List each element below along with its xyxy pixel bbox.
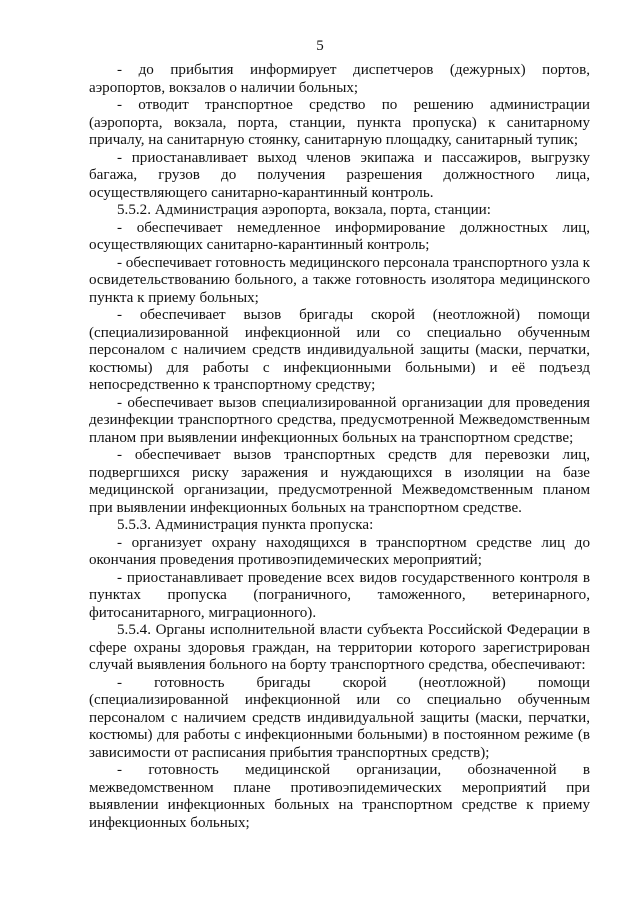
paragraph: - готовность медицинской организации, обозначенной в межведомственном плане противоэпидемических мероприятий при выявлении инфекционных больных на транспортном средстве к приему инфекционных больных;	[89, 762, 590, 831]
page-number: 5	[316, 38, 324, 54]
section-heading: 5.5.3. Администрация пункта пропуска:	[117, 517, 374, 533]
paragraph: - обеспечивает готовность медицинского персонала транспортного узла к освидетельствованию больного, а также готовность изолятора медицинского пункта к приему больных;	[89, 254, 591, 306]
paragraph: - обеспечивает немедленное информирование должностных лиц, осуществляющих санитарно-карантинный контроль;	[89, 219, 590, 253]
paragraph: - отводит транспортное средство по решению администрации (аэропорта, вокзала, порта, станции, пункта пропуска) к санитарному причалу, на санитарную стоянку, санитарную площадку, санитарный тупик;	[89, 97, 590, 148]
paragraph: - приостанавливает выход членов экипажа и пассажиров, выгрузку багажа, грузов до получения разрешения должностного лица, осуществляющего санитарно-карантинный контроль.	[89, 149, 590, 201]
paragraph: - приостанавливает проведение всех видов государственного контроля в пунктах пропуска (пограничного, таможенного, ветеринарного, фитосанитарного, миграционного).	[89, 569, 590, 621]
paragraph: - обеспечивает вызов транспортных средств для перевозки лиц, подвергшихся риску заражения и нуждающихся в изоляции на базе медицинской организации, предусмотренной Межведомственным планом при выявлении инфекционных больных на транспортном средстве.	[89, 447, 590, 516]
paragraph: - готовность бригады скорой (неотложной) помощи (специализированной инфекционной или со специально обученным персоналом с наличием средств индивидуальной защиты (маски, перчатки, костюмы) для работы с инфекционными больными) в постоянном режиме (в зависимости от расписания прибытия транспортных средств);	[89, 674, 590, 761]
paragraph: - обеспечивает вызов бригады скорой (неотложной) помощи (специализированной инфекционной или со специально обученным персоналом с наличием средств индивидуальной защиты (маски, перчатки, костюмы) для работы с инфекционными больными) и её подъезд непосредственно к транспортному средству;	[89, 307, 590, 393]
paragraph: - организует охрану находящихся в транспортном средстве лиц до окончания проведения противоэпидемических мероприятий;	[89, 534, 590, 568]
document-body	[89, 62, 590, 832]
paragraph: - обеспечивает вызов специализированной организации для проведения дезинфекции транспортного средства, предусмотренной Межведомственным планом при выявлении инфекционных больных на транспортном средстве;	[89, 394, 590, 446]
section-heading: 5.5.2. Администрация аэропорта, вокзала, порта, станции:	[117, 202, 491, 218]
section-heading: 5.5.4. Органы исполнительной власти субъекта Российской Федерации в сфере охраны здоровья граждан, на территории которого зарегистрирован случай выявления больного на борту транспортного средства, обеспечивают:	[89, 622, 590, 673]
paragraph: - до прибытия информирует диспетчеров (дежурных) портов, аэропортов, вокзалов о наличии больных;	[89, 62, 590, 96]
